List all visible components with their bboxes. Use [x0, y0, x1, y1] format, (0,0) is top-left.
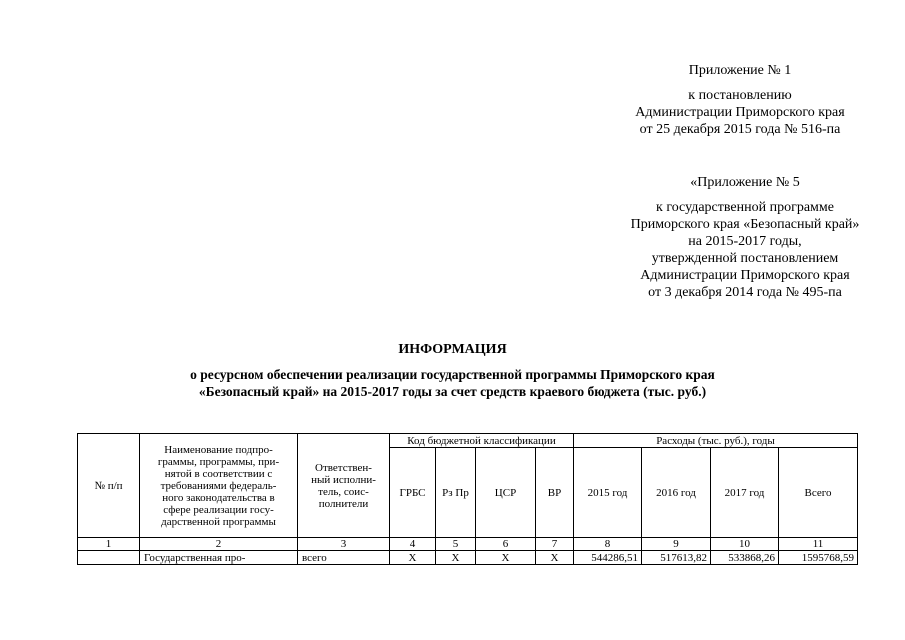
cell-rzpr: Х: [436, 551, 476, 565]
column-number: 7: [536, 538, 574, 551]
header-executor-line: тель, соис-: [318, 485, 369, 498]
appendix-5-line: Приморского края «Безопасный край»: [630, 217, 860, 232]
header-grbs: ГРБС: [390, 448, 436, 538]
column-number: 5: [436, 538, 476, 551]
header-executor-line: полнители: [318, 497, 369, 510]
appendix-5-title: «Приложение № 5: [690, 175, 800, 190]
header-executor-line: Ответствен-: [315, 461, 372, 474]
document-subtitle-line: «Безопасный край» на 2015-2017 годы за счет средств краевого бюджета (тыс. руб.): [198, 384, 707, 399]
header-name-line: граммы, программы, при-: [157, 455, 280, 468]
document-subtitle-line: о ресурсном обеспечении реализации государственной программы Приморского края: [190, 367, 715, 382]
cell-num: [78, 551, 140, 565]
resource-table: [77, 433, 858, 565]
appendix-1-line: к постановлению: [688, 88, 792, 103]
header-2016: 2016 год: [642, 448, 711, 538]
column-number: 2: [140, 538, 298, 551]
appendix-1-line: от 25 декабря 2015 года № 516-па: [639, 122, 841, 137]
header-expenses-group: Расходы (тыс. руб.), годы: [574, 434, 858, 448]
column-number: 11: [779, 538, 858, 551]
header-name-line: сфере реализации госу-: [163, 503, 274, 516]
header-num: № п/п: [78, 434, 140, 538]
header-total: Всего: [779, 448, 858, 538]
cell-vr: Х: [536, 551, 574, 565]
cell-2016: 517613,82: [642, 551, 711, 565]
header-name-line: требованиями федераль-: [160, 479, 277, 492]
header-name: [140, 434, 298, 538]
appendix-5-block: [570, 174, 905, 301]
column-number: 3: [298, 538, 390, 551]
column-number-row: [78, 538, 858, 551]
cell-2017: 533868,26: [711, 551, 779, 565]
column-number: 10: [711, 538, 779, 551]
header-name-line: Наименование подпро-: [164, 443, 273, 456]
header-csr: ЦСР: [476, 448, 536, 538]
column-number: 4: [390, 538, 436, 551]
cell-grbs: Х: [390, 551, 436, 565]
header-2017: 2017 год: [711, 448, 779, 538]
cell-name: Государственная про-: [140, 551, 298, 565]
appendix-5-line: утвержденной постановлением: [651, 251, 839, 266]
header-budget-code-group: Код бюджетной классификации: [390, 434, 574, 448]
column-number: 1: [78, 538, 140, 551]
header-vr: ВР: [536, 448, 574, 538]
header-name-line: нятой в соответствии с: [164, 467, 273, 480]
cell-2015: 544286,51: [574, 551, 642, 565]
header-name-line: ного законодательства в: [162, 491, 275, 504]
header-2015: 2015 год: [574, 448, 642, 538]
appendix-5-line: Администрации Приморского края: [640, 268, 850, 283]
column-number: 6: [476, 538, 536, 551]
header-executor: [298, 434, 390, 538]
cell-executor: всего: [298, 551, 390, 565]
appendix-5-line: на 2015-2017 годы,: [688, 234, 802, 249]
document-title: ИНФОРМАЦИЯ: [398, 342, 507, 357]
cell-csr: Х: [476, 551, 536, 565]
appendix-5-line: от 3 декабря 2014 года № 495-па: [648, 285, 842, 300]
appendix-5-line: к государственной программе: [656, 200, 834, 215]
header-name-line: дарственной программы: [161, 515, 276, 528]
header-rzpr: Рз Пр: [436, 448, 476, 538]
document-subtitle: [0, 366, 905, 400]
column-number: 9: [642, 538, 711, 551]
table-row: [78, 551, 858, 565]
column-number: 8: [574, 538, 642, 551]
appendix-1-block: [590, 62, 890, 138]
cell-total: 1595768,59: [779, 551, 858, 565]
header-executor-line: ный исполни-: [311, 473, 376, 486]
appendix-1-line: Администрации Приморского края: [635, 105, 845, 120]
appendix-1-title: Приложение № 1: [688, 63, 792, 78]
